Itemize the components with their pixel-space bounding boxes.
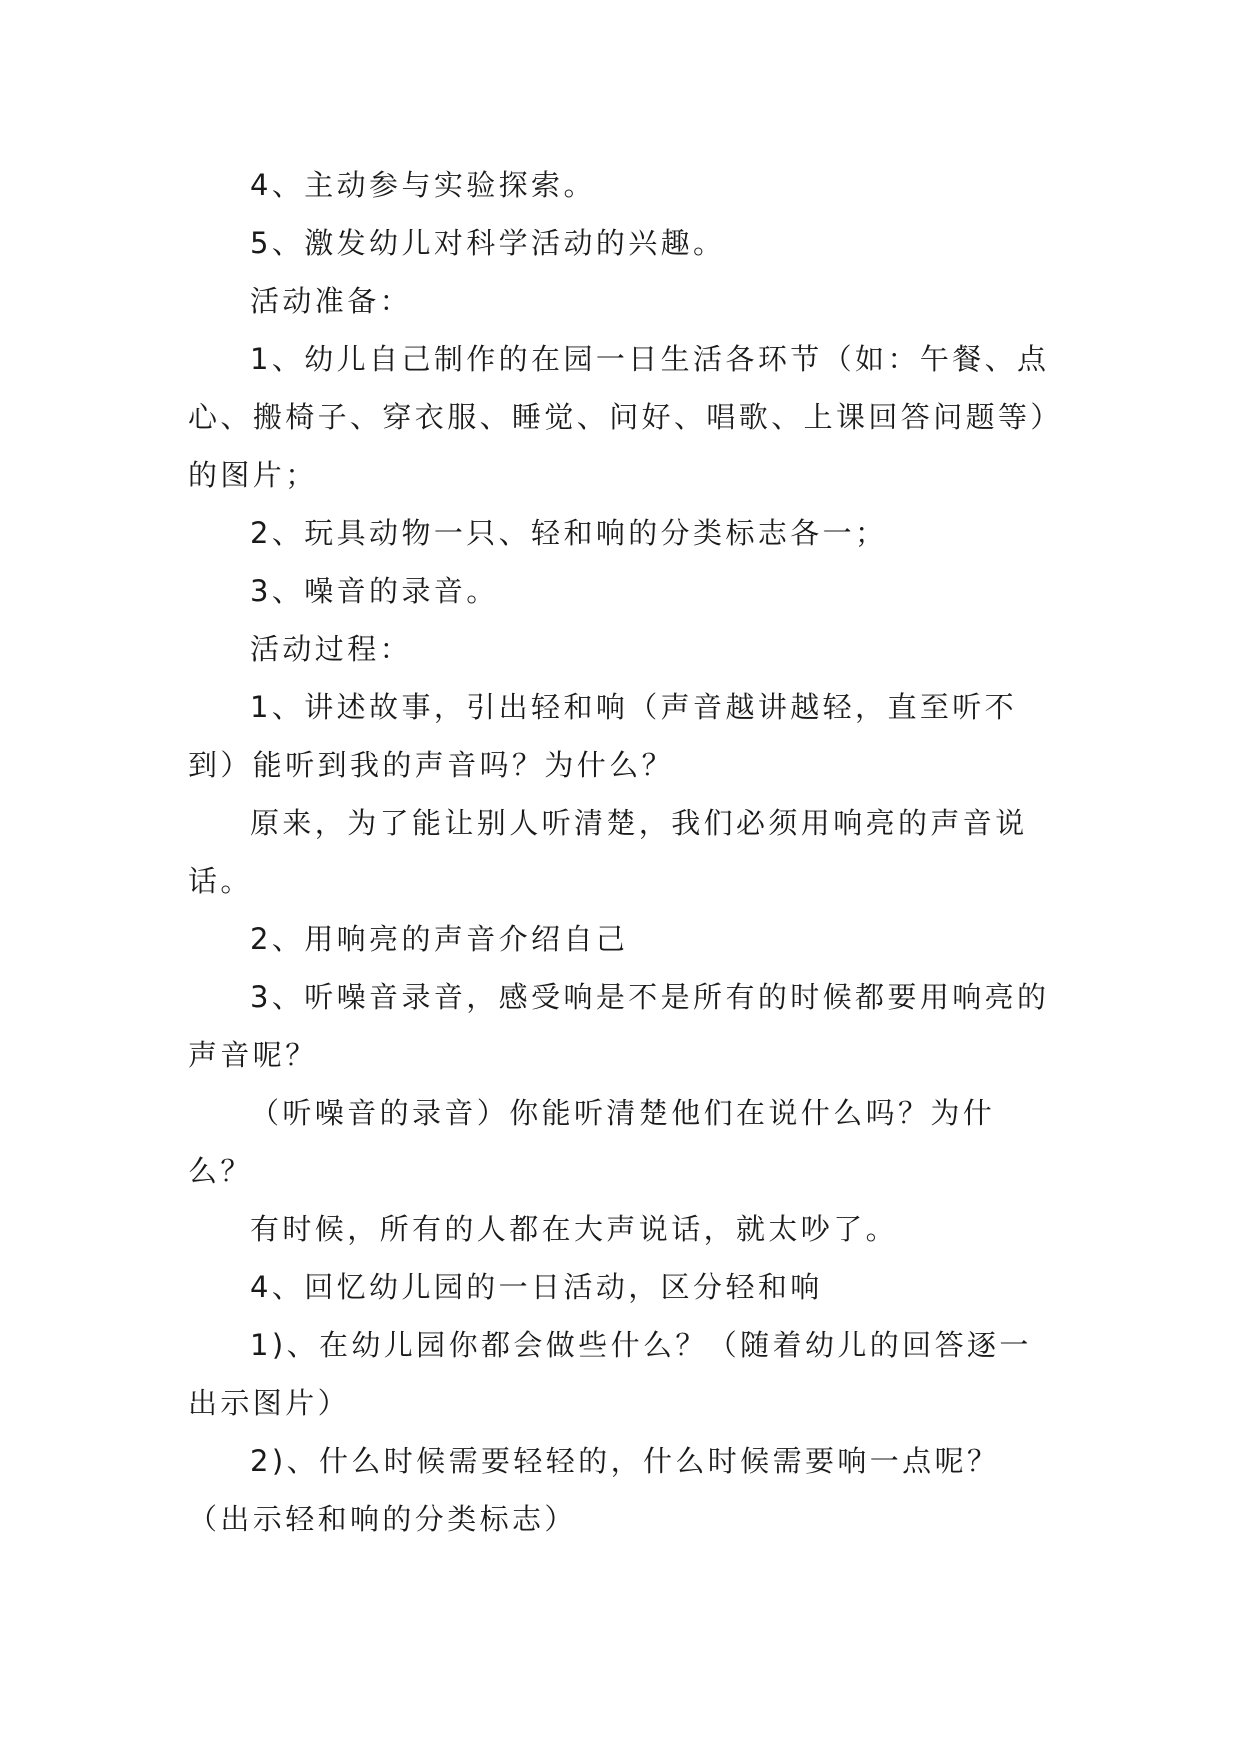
paragraph: 1、讲述故事，引出轻和响（声音越讲越轻，直至听不到）能听到我的声音吗？为什么？ <box>188 690 1018 782</box>
paragraph: 5、激发幼儿对科学活动的兴趣。 <box>250 226 726 260</box>
section-heading-preparation: 活动准备： <box>250 284 413 318</box>
paragraph: 4、主动参与实验探索。 <box>250 168 596 202</box>
paragraph: 3、噪音的录音。 <box>250 574 499 608</box>
paragraph: 原来，为了能让别人听清楚，我们必须用响亮的声音说话。 <box>188 806 1028 898</box>
section-heading-process: 活动过程： <box>250 632 413 666</box>
paragraph: 2)、什么时候需要轻轻的，什么时候需要响一点呢？（出示轻和响的分类标志） <box>188 1444 1000 1536</box>
paragraph: 4、回忆幼儿园的一日活动，区分轻和响 <box>250 1270 823 1304</box>
paragraph: 2、用响亮的声音介绍自己 <box>250 922 629 956</box>
document-body <box>188 156 1056 1548</box>
paragraph: 1、幼儿自己制作的在园一日生活各环节（如：午餐、点心、搬椅子、穿衣服、睡觉、问好、唱歌、上课回答问题等）的图片； <box>188 342 1050 492</box>
paragraph: 有时候，所有的人都在大声说话，就太吵了。 <box>250 1212 899 1246</box>
paragraph: 3、听噪音录音，感受响是不是所有的时候都要用响亮的声音呢？ <box>188 980 1050 1072</box>
paragraph: 2、玩具动物一只、轻和响的分类标志各一； <box>250 516 888 550</box>
paragraph: 1)、在幼儿园你都会做些什么？（随着幼儿的回答逐一出示图片） <box>188 1328 1032 1420</box>
paragraph: （听噪音的录音）你能听清楚他们在说什么吗？为什么？ <box>188 1096 996 1188</box>
